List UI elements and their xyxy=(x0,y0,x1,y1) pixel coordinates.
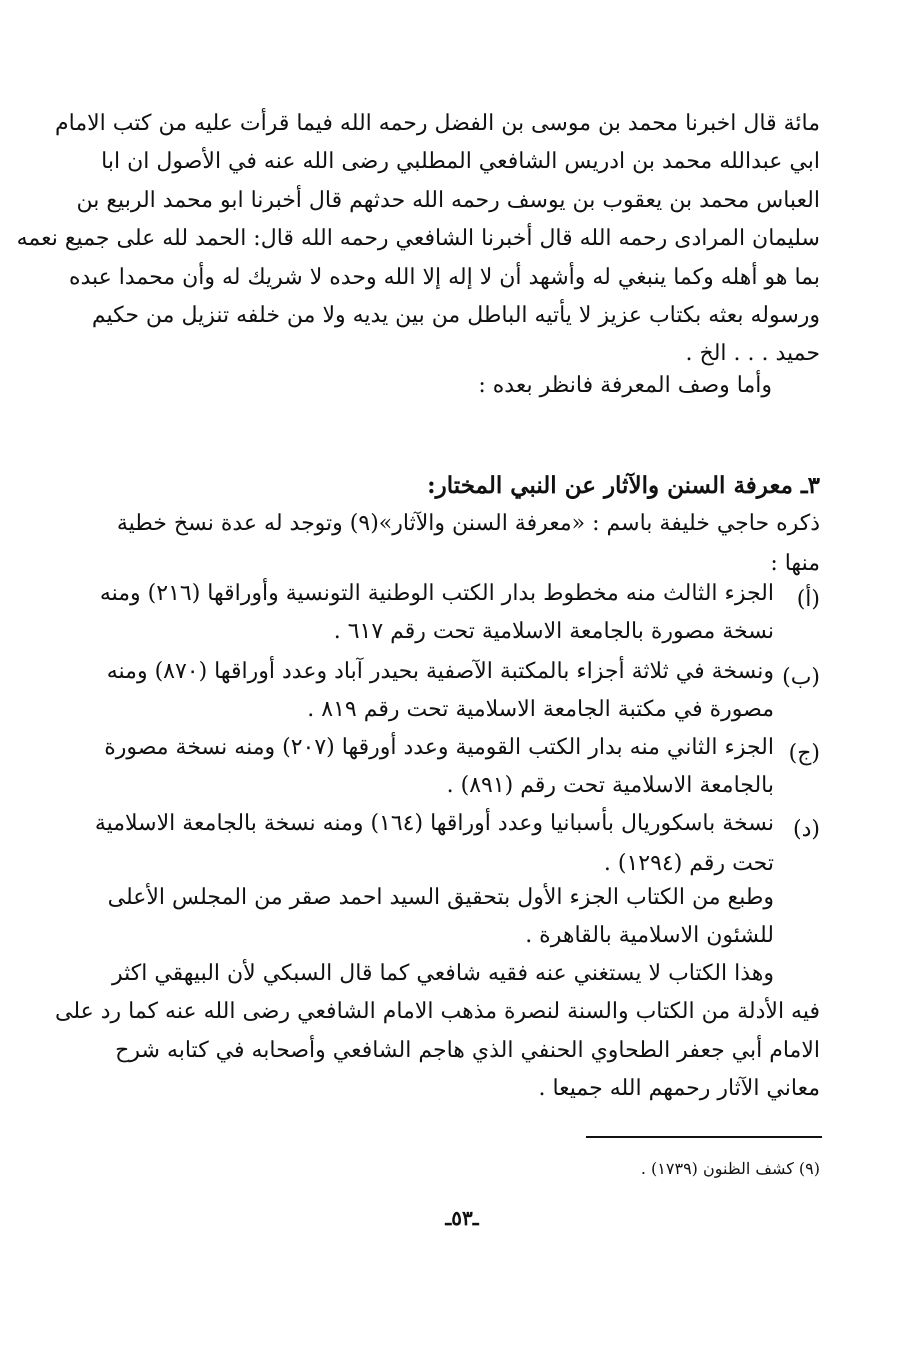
text-line: ورسوله بعثه بكتاب عزيز لا يأتيه الباطل من بين يديه ولا من خلفه تنزيل من حكيم xyxy=(91,303,820,328)
text-line: نسخة باسكوريال بأسبانيا وعدد أوراقها (١٦٤) ومنه نسخة بالجامعة الاسلامية xyxy=(94,811,774,836)
text-line: منها : xyxy=(770,551,820,576)
text-line: ونسخة في ثلاثة أجزاء بالمكتبة الآصفية بحيدر آباد وعدد أوراقها (٨٧٠) ومنه xyxy=(106,659,774,684)
item-marker: (أ) xyxy=(796,587,820,612)
text-line: فيه الأدلة من الكتاب والسنة لنصرة مذهب الامام الشافعي رضى الله عنه كما رد على xyxy=(54,999,820,1024)
page-number: ـ٥٣ـ xyxy=(445,1206,479,1230)
text-line: معاني الآثار رحمهم الله جميعا . xyxy=(538,1076,820,1101)
manuscript-item-b xyxy=(106,656,820,732)
footnote: (٩) كشف الظنون (١٧٣٩) . xyxy=(640,1159,820,1178)
item-marker: (د) xyxy=(793,817,820,842)
text-line: مصورة في مكتبة الجامعة الاسلامية تحت رقم ٨١٩ . xyxy=(307,697,774,722)
section-heading: ٣ـ معرفة السنن والآثار عن النبي المختار: xyxy=(427,472,820,499)
text-line: للشئون الاسلامية بالقاهرة . xyxy=(525,923,774,948)
text-line: الجزء الثالث منه مخطوط بدار الكتب الوطنية التونسية وأوراقها (٢١٦) ومنه xyxy=(99,581,774,606)
item-marker: (ج) xyxy=(788,741,820,766)
text-line: حميد . . . الخ . xyxy=(685,341,820,366)
text-line: وهذا الكتاب لا يستغني عنه فقيه شافعي كما قال السبكي لأن البيهقي اكثر xyxy=(111,961,774,986)
text-line: الامام أبي جعفر الطحاوي الحنفي الذي هاجم الشافعي وأصحابه في كتابه شرح xyxy=(115,1038,820,1063)
text-line: وأما وصف المعرفة فانظر بعده : xyxy=(478,373,772,398)
section-3 xyxy=(54,470,820,1130)
text-line: الجزء الثاني منه بدار الكتب القومية وعدد أورقها (٢٠٧) ومنه نسخة مصورة xyxy=(104,735,774,760)
item-marker: (ب) xyxy=(782,665,820,690)
closing-paragraph xyxy=(54,958,820,1118)
text-line: وطبع من الكتاب الجزء الأول بتحقيق السيد احمد صقر من المجلس الأعلى xyxy=(107,885,774,910)
text-line: ذكره حاجي خليفة باسم : «معرفة السنن والآثار»(٩) وتوجد له عدة نسخ خطية xyxy=(116,511,820,536)
text-line: تحت رقم (١٢٩٤) . xyxy=(603,851,774,876)
text-line: بما هو أهله وكما ينبغي له وأشهد أن لا إله إلا الله وحده لا شريك له وأن محمدا عبده xyxy=(68,265,820,290)
reference-note xyxy=(132,370,820,402)
text-line: نسخة مصورة بالجامعة الاسلامية تحت رقم ٦١٧ . xyxy=(333,619,774,644)
manuscript-item-a xyxy=(99,578,820,654)
text-line: بالجامعة الاسلامية تحت رقم (٨٩١) . xyxy=(446,773,774,798)
text-line: العباس محمد بن يعقوب بن يوسف رحمه الله حدثهم قال أخبرنا ابو محمد الربيع بن xyxy=(76,188,820,213)
text-line: ابي عبدالله محمد بن ادريس الشافعي المطلبي رضى الله عنه في الأصول ان ابا xyxy=(101,149,820,174)
footnote-divider xyxy=(586,1136,822,1138)
manuscript-item-c xyxy=(104,732,820,808)
text-line: سليمان المرادى رحمه الله قال أخبرنا الشافعي رحمه الله قال: الحمد لله على جميع نعمه xyxy=(16,226,820,251)
printed-edition xyxy=(107,882,820,958)
text-line: مائة قال اخبرنا محمد بن موسى بن الفضل رحمه الله فيما قرأت عليه من كتب الامام xyxy=(55,111,820,136)
opening-paragraph xyxy=(16,108,820,366)
manuscript-item-d xyxy=(94,808,820,884)
